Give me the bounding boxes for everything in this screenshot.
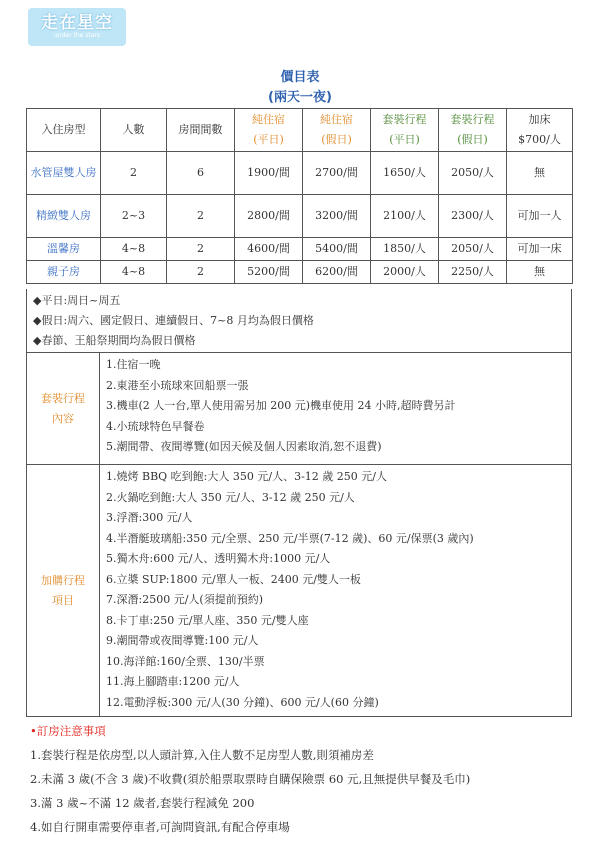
addon-section: [26, 465, 572, 717]
table-header-cell: [235, 109, 303, 152]
cell-stay-holiday: 6200/間: [303, 261, 371, 284]
addon-item: 2.火鍋吃到飽:大人 350 元/人、3-12 歲 250 元/人: [106, 490, 355, 504]
booking-note-item: 3.滿 3 歲~不滿 12 歲者,套裝行程減免 200: [30, 796, 255, 810]
header-subtext: (假日): [321, 133, 352, 146]
cell-extra-bed: 無: [507, 152, 573, 195]
cell-pkg-weekday: 2100/人: [371, 195, 439, 238]
cell-stay-weekday: 1900/間: [235, 152, 303, 195]
addon-item: 3.浮潛:300 元/人: [106, 511, 193, 524]
cell-people: 4~8: [101, 261, 167, 284]
date-notes: [26, 289, 572, 353]
table-header-cell: [101, 109, 167, 152]
cell-pkg-holiday: 2300/人: [439, 195, 507, 238]
package-list: [100, 353, 571, 464]
booking-notes-title: •訂房注意事項: [30, 724, 106, 738]
table-header-cell: [27, 109, 101, 152]
addon-item: 9.潮間帶或夜間導覽:100 元/人: [106, 634, 259, 647]
logo-text: 走在星空: [41, 13, 113, 33]
booking-notes: [30, 719, 575, 839]
package-section: [26, 353, 572, 465]
package-item: 5.潮間帶、夜間導覽(如因天候及個人因素取消,恕不退費): [106, 440, 382, 453]
package-item: 2.東港至小琉球來回船票一張: [106, 378, 249, 392]
cell-stay-weekday: 4600/間: [235, 238, 303, 261]
note-festival: ◆春節、王船祭期間均為假日價格: [33, 334, 196, 347]
cell-pkg-weekday: 2000/人: [371, 261, 439, 284]
header-text: 加床: [528, 113, 551, 126]
booking-note-item: 1.套裝行程是依房型,以人頭計算,入住人數不足房型人數,則須補房差: [30, 748, 374, 762]
note-holiday: ◆假日:周六、國定假日、連續假日、7~8 月均為假日價格: [33, 314, 314, 327]
cell-room: 精緻雙人房: [27, 195, 101, 238]
table-row: [27, 261, 573, 284]
header-text: 純住宿: [320, 113, 353, 126]
cell-room: 水管屋雙人房: [27, 152, 101, 195]
header-subtext: $700/人: [518, 133, 561, 146]
addon-item: 8.卡丁車:250 元/單人座、350 元/雙人座: [106, 613, 309, 627]
cell-extra-bed: 可加一人: [507, 195, 573, 238]
brand-logo: [28, 8, 126, 46]
addon-item: 10.海洋館:160/全票、130/半票: [106, 654, 265, 668]
cell-rooms: 2: [167, 195, 235, 238]
package-label: 套裝行程 內容: [27, 353, 100, 464]
cell-pkg-holiday: 2250/人: [439, 261, 507, 284]
addon-item: 1.燒烤 BBQ 吃到飽:大人 350 元/人、3-12 歲 250 元/人: [106, 470, 387, 483]
cell-stay-weekday: 2800/間: [235, 195, 303, 238]
package-item: 3.機車(2 人一台,單人使用需另加 200 元)機車使用 24 小時,超時費另計: [106, 399, 456, 412]
note-weekday: ◆平日:周日~周五: [33, 294, 121, 307]
addon-item: 11.海上腳踏車:1200 元/人: [106, 675, 240, 688]
cell-people: 2~3: [101, 195, 167, 238]
addon-item: 6.立槳 SUP:1800 元/單人一板、2400 元/雙人一板: [106, 572, 361, 586]
header-text: 房間間數: [178, 123, 223, 136]
addon-item: 12.電動浮板:300 元/人(30 分鐘)、600 元/人(60 分鐘): [106, 695, 379, 709]
price-table: [26, 108, 573, 284]
table-header-row: [27, 109, 573, 152]
addon-item: 5.獨木舟:600 元/人、透明獨木舟:1000 元/人: [106, 552, 331, 565]
cell-stay-holiday: 3200/間: [303, 195, 371, 238]
cell-rooms: 2: [167, 238, 235, 261]
header-text: 套裝行程: [382, 113, 427, 126]
table-row: [27, 238, 573, 261]
page-title: 價目表: [280, 70, 320, 85]
table-row: [27, 195, 573, 238]
header-text: 純住宿: [252, 113, 285, 126]
addon-label: 加購行程 項目: [27, 465, 100, 716]
cell-extra-bed: 可加一床: [507, 238, 573, 261]
cell-pkg-weekday: 1650/人: [371, 152, 439, 195]
cell-room: 親子房: [27, 261, 101, 284]
addon-item: 7.深潛:2500 元/人(須提前預約): [106, 593, 263, 606]
cell-stay-holiday: 5400/間: [303, 238, 371, 261]
logo-subtitle: under the stars: [54, 32, 100, 39]
cell-pkg-weekday: 1850/人: [371, 238, 439, 261]
cell-stay-weekday: 5200/間: [235, 261, 303, 284]
addon-item: 4.半潛艇玻璃船:350 元/全票、250 元/半票(7-12 歲)、60 元/保票(3 歲內): [106, 531, 474, 545]
table-header-cell: [371, 109, 439, 152]
addon-list: [100, 465, 571, 716]
page-subtitle: (兩天一夜): [268, 90, 332, 105]
table-header-cell: [167, 109, 235, 152]
cell-pkg-holiday: 2050/人: [439, 238, 507, 261]
cell-stay-holiday: 2700/間: [303, 152, 371, 195]
cell-people: 2: [101, 152, 167, 195]
package-item: 1.住宿一晚: [106, 358, 161, 371]
package-item: 4.小琉球特色早餐卷: [106, 419, 205, 433]
header-text: 套裝行程: [450, 113, 495, 126]
cell-extra-bed: 無: [507, 261, 573, 284]
table-header-cell: [303, 109, 371, 152]
header-subtext: (假日): [457, 133, 488, 146]
cell-rooms: 2: [167, 261, 235, 284]
table-row: [27, 152, 573, 195]
cell-rooms: 6: [167, 152, 235, 195]
cell-pkg-holiday: 2050/人: [439, 152, 507, 195]
table-header-cell: [507, 109, 573, 152]
header-text: 入住房型: [41, 123, 86, 136]
header-subtext: (平日): [253, 133, 284, 146]
table-header-cell: [439, 109, 507, 152]
booking-note-item: 4.如自行開車需要停車者,可詢問資訊,有配合停車場: [30, 820, 290, 834]
header-subtext: (平日): [389, 133, 420, 146]
header-text: 人數: [122, 123, 145, 136]
cell-people: 4~8: [101, 238, 167, 261]
cell-room: 溫馨房: [27, 238, 101, 261]
booking-note-item: 2.未滿 3 歲(不含 3 歲)不收費(須於船票取票時自購保險票 60 元,且無提供早餐及毛巾): [30, 772, 471, 786]
